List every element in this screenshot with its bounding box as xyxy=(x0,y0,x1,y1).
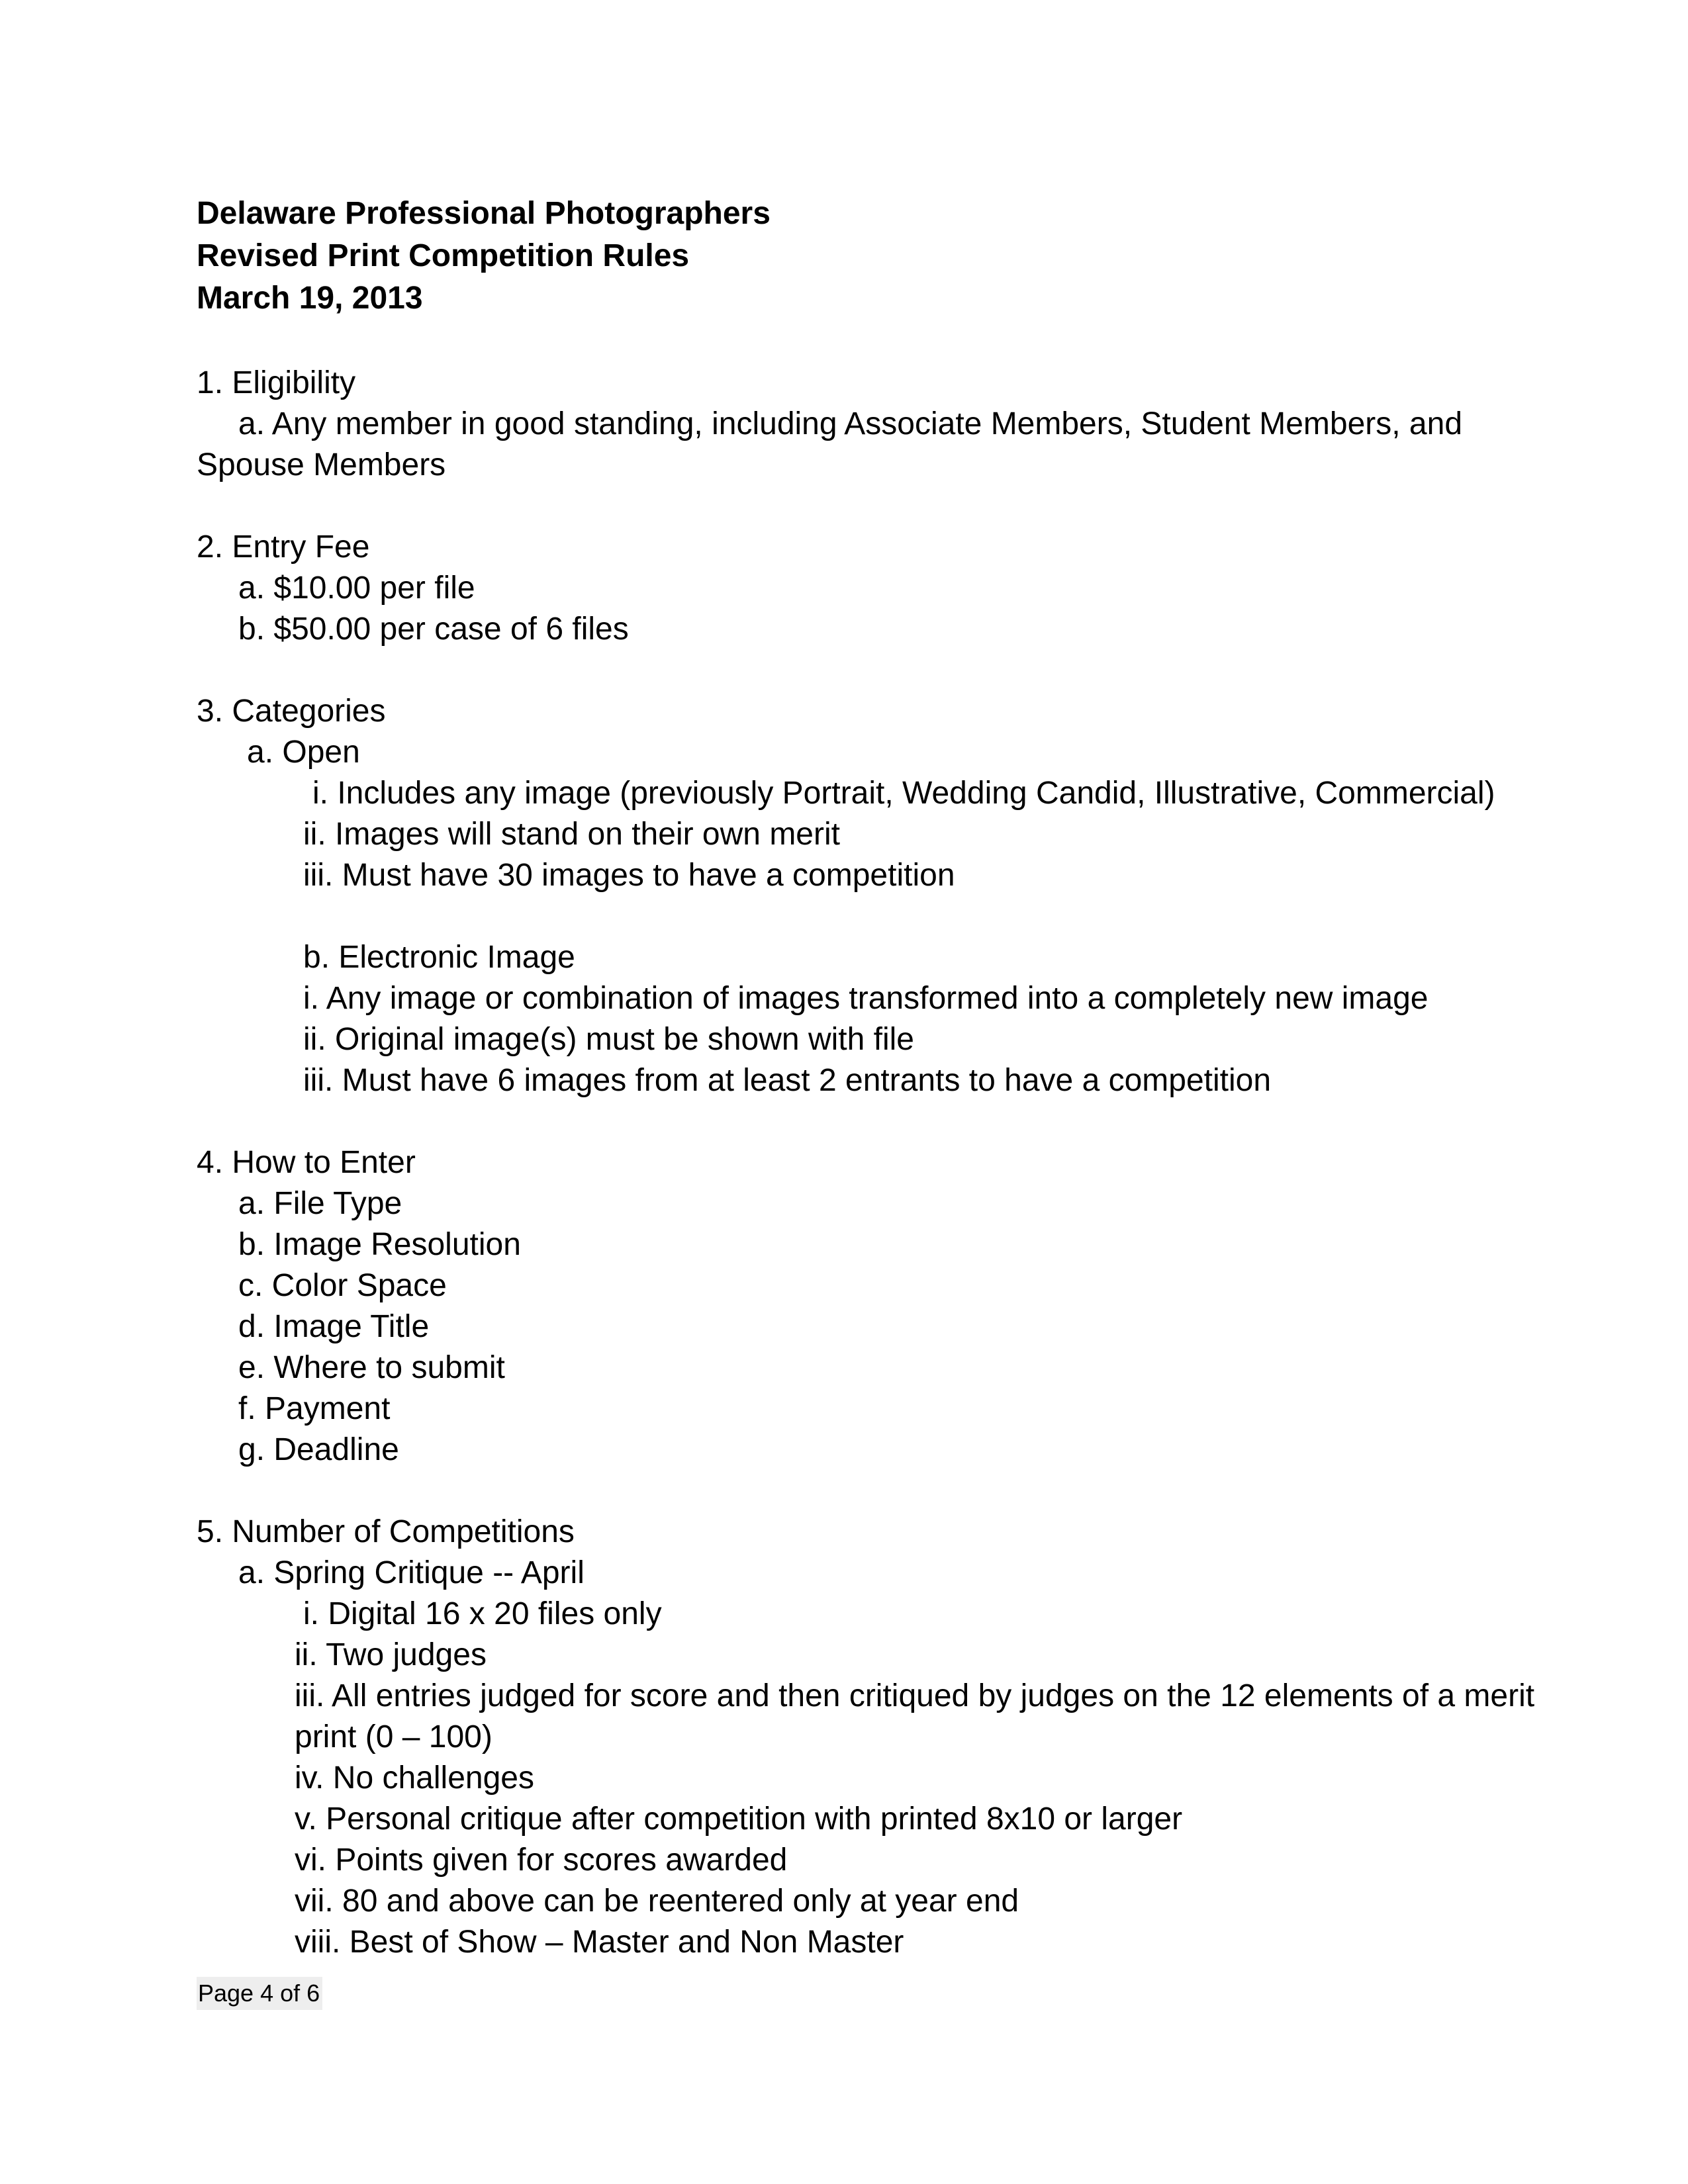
how-to-enter-item-c: c. Color Space xyxy=(238,1268,447,1303)
category-open-item-i: i. Includes any image (previously Portrait, Wedding Candid, Illustrative, Commercial) xyxy=(312,776,1495,811)
document-date: March 19, 2013 xyxy=(197,281,423,316)
category-open-item-iii: iii. Must have 30 images to have a competition xyxy=(303,858,955,893)
competition-item-v: v. Personal critique after competition with printed 8x10 or larger xyxy=(295,1801,1183,1837)
competition-item-iii: iii. All entries judged for score and then critiqued by judges on the 12 elements of a merit xyxy=(295,1678,1535,1713)
how-to-enter-item-e: e. Where to submit xyxy=(238,1350,505,1385)
page-number: Page 4 of 6 xyxy=(197,1977,322,2010)
competition-item-iv: iv. No challenges xyxy=(295,1760,534,1796)
how-to-enter-item-d: d. Image Title xyxy=(238,1309,430,1344)
category-open: a. Open xyxy=(247,735,360,770)
competition-item-vii: vii. 80 and above can be reentered only at year end xyxy=(295,1884,1019,1919)
competition-spring-critique: a. Spring Critique -- April xyxy=(238,1555,585,1590)
competition-item-iii-continued: print (0 – 100) xyxy=(295,1719,492,1754)
category-electronic-item-ii: ii. Original image(s) must be shown with file xyxy=(303,1022,914,1057)
how-to-enter-item-f: f. Payment xyxy=(238,1391,391,1426)
how-to-enter-item-g: g. Deadline xyxy=(238,1432,399,1467)
entry-fee-item-b: b. $50.00 per case of 6 files xyxy=(238,612,629,647)
how-to-enter-item-b: b. Image Resolution xyxy=(238,1227,521,1262)
category-electronic-item-iii: iii. Must have 6 images from at least 2 entrants to have a competition xyxy=(303,1063,1272,1098)
section-categories-heading: 3. Categories xyxy=(197,694,386,729)
category-open-item-ii: ii. Images will stand on their own merit xyxy=(303,817,840,852)
competition-item-i: i. Digital 16 x 20 files only xyxy=(303,1596,662,1631)
category-electronic-item-i: i. Any image or combination of images transformed into a completely new image xyxy=(303,981,1429,1016)
competition-item-vi: vi. Points given for scores awarded xyxy=(295,1843,788,1878)
eligibility-item-a-continued: Spouse Members xyxy=(197,447,446,482)
competition-item-ii: ii. Two judges xyxy=(295,1637,487,1672)
eligibility-item-a: a. Any member in good standing, including Associate Members, Student Members, and xyxy=(238,406,1463,441)
how-to-enter-item-a: a. File Type xyxy=(238,1186,402,1221)
section-eligibility-heading: 1. Eligibility xyxy=(197,365,356,400)
section-entry-fee-heading: 2. Entry Fee xyxy=(197,529,370,565)
entry-fee-item-a: a. $10.00 per file xyxy=(238,570,475,606)
section-how-to-enter-heading: 4. How to Enter xyxy=(197,1145,416,1180)
org-name: Delaware Professional Photographers xyxy=(197,196,771,231)
section-competitions-heading: 5. Number of Competitions xyxy=(197,1514,575,1549)
category-electronic-image: b. Electronic Image xyxy=(303,940,575,975)
competition-item-viii: viii. Best of Show – Master and Non Master xyxy=(295,1925,904,1960)
document-title: Revised Print Competition Rules xyxy=(197,238,690,273)
